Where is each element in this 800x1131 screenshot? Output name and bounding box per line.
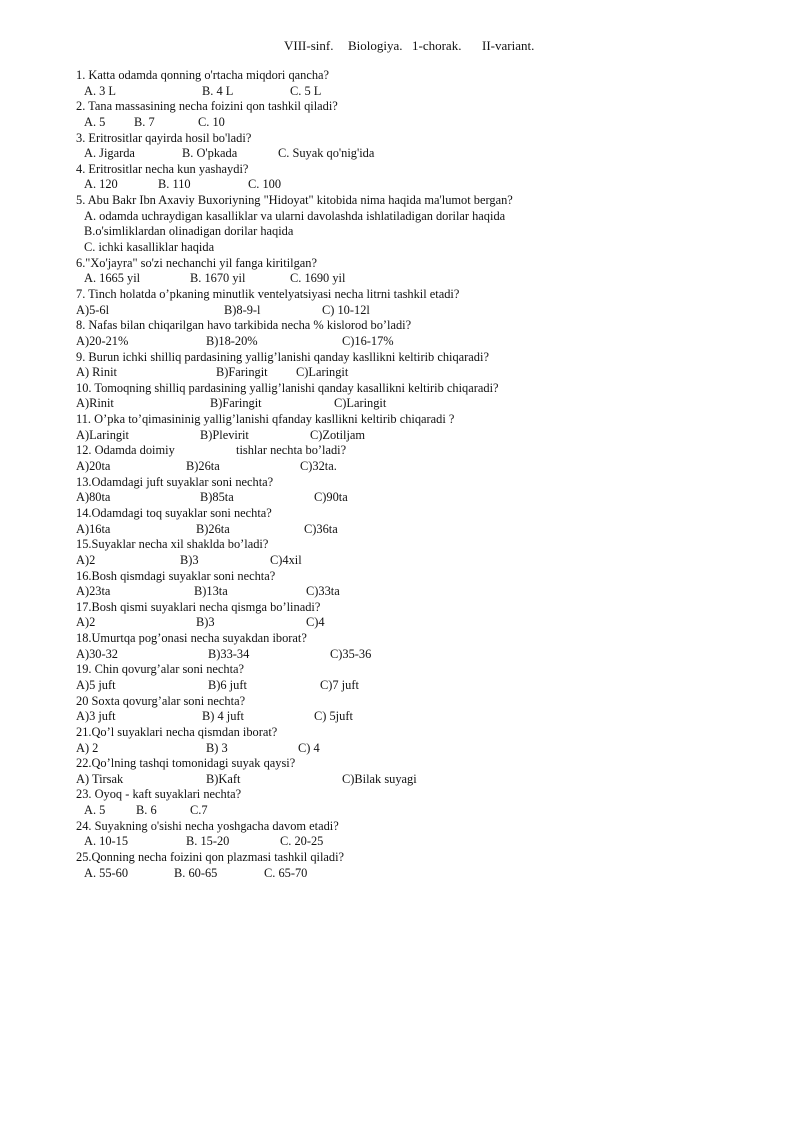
answer-option: C. 65-70: [264, 865, 308, 880]
answer-option: C) 10-12l: [322, 302, 370, 317]
answer-row: [76, 584, 776, 600]
answer-option: C)90ta: [314, 490, 348, 505]
question-label: 3. Eritrositlar qayirda hosil bo'ladi?: [76, 130, 252, 145]
answer-option: B)8-9-l: [224, 302, 261, 317]
question-label: 20 Soxta qovurg’alar soni nechta?: [76, 693, 246, 708]
answer-option: B)26ta: [186, 459, 220, 474]
question-text: [76, 381, 776, 397]
answer-row: [76, 553, 776, 569]
answer-row: [76, 240, 776, 256]
answer-option: C)33ta: [306, 584, 340, 599]
question-text: [76, 287, 776, 303]
answer-option: A) Rinit: [76, 365, 117, 380]
answer-option: A. 1665 yil: [84, 271, 141, 286]
answer-option: A)2: [76, 615, 96, 630]
answer-option: A. 55-60: [84, 865, 129, 880]
answer-option: A)16ta: [76, 521, 111, 536]
answer-option: C. 10: [198, 114, 225, 129]
answer-option: C. 1690 yil: [290, 271, 346, 286]
question-label: 17.Bosh qismi suyaklari necha qismga bo’linadi?: [76, 599, 321, 614]
answer-row: [76, 678, 776, 694]
answer-row: [76, 615, 776, 631]
question-label: 24. Suyakning o'sishi necha yoshgacha davom etadi?: [76, 818, 339, 833]
question-label: 5. Abu Bakr Ibn Axaviy Buxoriyning "Hidoyat" kitobida nima haqida ma'lumot bergan?: [76, 193, 513, 208]
answer-option: B)3: [196, 615, 215, 630]
answer-option: C)32ta.: [300, 459, 337, 474]
answer-option: C. 100: [248, 177, 282, 192]
answer-row: [76, 834, 776, 850]
question-list: [76, 68, 776, 881]
question-text: [76, 537, 776, 553]
answer-option: B. 6: [136, 803, 157, 818]
answer-option: B)3: [180, 552, 199, 567]
question-label: 12. Odamda doimiy: [76, 443, 175, 458]
answer-option: B)Faringit: [216, 365, 268, 380]
question-text: [76, 850, 776, 866]
answer-option: B) 3: [206, 740, 228, 755]
answer-option: B)18-20%: [206, 333, 258, 348]
question-text: [76, 99, 776, 115]
question-text: [76, 569, 776, 585]
answer-option: B. 15-20: [186, 834, 230, 849]
answer-option: A. 5: [84, 803, 106, 818]
question-text: [76, 756, 776, 772]
answer-row: [76, 709, 776, 725]
answer-option: C)Laringit: [296, 365, 349, 380]
answer-row: [76, 772, 776, 788]
question-text: [76, 256, 776, 272]
question-label: 15.Suyaklar necha xil shaklda bo’ladi?: [76, 537, 269, 552]
question-label: 10. Tomoqning shilliq pardasining yallig’lanishi qanday kasallikni keltirib chiqaradi?: [76, 380, 499, 395]
answer-option: B)33-34: [208, 646, 250, 661]
question-label: 19. Chin qovurg’alar soni nechta?: [76, 662, 245, 677]
answer-option: B)85ta: [200, 490, 234, 505]
answer-option: C. Suyak qo'nig'ida: [278, 146, 375, 161]
answer-option: A. 10-15: [84, 834, 129, 849]
answer-row: [76, 303, 776, 319]
answer-row: [76, 146, 776, 162]
answer-option: A)23ta: [76, 584, 111, 599]
answer-option: B. 7: [134, 114, 155, 129]
question-label-continued: tishlar nechta bo’ladi?: [236, 443, 347, 458]
answer-row: [76, 490, 776, 506]
answer-option: A. 5: [84, 114, 106, 129]
answer-option: A)20ta: [76, 459, 111, 474]
answer-row: [76, 209, 776, 225]
answer-option: C) 5juft: [314, 709, 353, 724]
question-label: 21.Qo’l suyaklari necha qismdan iborat?: [76, 724, 278, 739]
question-label: 14.Odamdagi toq suyaklar soni nechta?: [76, 505, 272, 520]
answer-option: A)5 juft: [76, 677, 116, 692]
answer-option: B)26ta: [196, 521, 230, 536]
answer-row: [76, 522, 776, 538]
answer-option: C. ichki kasalliklar haqida: [84, 240, 215, 255]
answer-row: [76, 365, 776, 381]
question-label: 11. O’pka to’qimasininig yallig’lanishi qfanday kasllikni keltirib chiqaradi ?: [76, 412, 455, 427]
answer-row: [76, 741, 776, 757]
answer-option: C)4: [306, 615, 325, 630]
answer-option: B)6 juft: [208, 677, 247, 692]
answer-option: B)Faringit: [210, 396, 262, 411]
question-text: [76, 600, 776, 616]
answer-option: B)13ta: [194, 584, 228, 599]
answer-option: B)Kaft: [206, 771, 241, 786]
question-text: [76, 350, 776, 366]
quarter-label: 1-chorak.: [412, 38, 462, 53]
answer-option: C)7 juft: [320, 677, 359, 692]
question-label: 8. Nafas bilan chiqarilgan havo tarkibida necha % kislorod bo’ladi?: [76, 318, 412, 333]
answer-option: B. 60-65: [174, 865, 218, 880]
answer-option: B. 110: [158, 177, 191, 192]
question-label: 7. Tinch holatda o’pkaning minutlik ventelyatsiyasi necha litrni tashkil etadi?: [76, 286, 460, 301]
answer-row: [76, 396, 776, 412]
answer-option: C)16-17%: [342, 333, 394, 348]
answer-option: C)36ta: [304, 521, 338, 536]
question-text: [76, 193, 776, 209]
answer-row: [76, 115, 776, 131]
answer-option: C)Bilak suyagi: [342, 771, 417, 786]
answer-option: C.7: [190, 803, 208, 818]
question-label: 23. Oyoq - kaft suyaklari nechta?: [76, 787, 242, 802]
answer-option: C. 20-25: [280, 834, 324, 849]
answer-option: A. odamda uchraydigan kasalliklar va ularni davolashda ishlatiladigan dorilar haqida: [84, 208, 506, 223]
answer-option: A)30-32: [76, 646, 118, 661]
answer-row: [76, 428, 776, 444]
answer-option: A)80ta: [76, 490, 111, 505]
answer-option: A) 2: [76, 740, 99, 755]
answer-row: [76, 271, 776, 287]
question-text: [76, 68, 776, 84]
question-label: 2. Tana massasining necha foizini qon tashkil qiladi?: [76, 99, 338, 114]
answer-option: A)2: [76, 552, 96, 567]
question-label: 1. Katta odamda qonning o'rtacha miqdori qancha?: [76, 68, 330, 82]
answer-row: [76, 866, 776, 882]
answer-row: [76, 803, 776, 819]
question-text: [76, 787, 776, 803]
answer-option: B.o'simliklardan olinadigan dorilar haqida: [84, 224, 294, 239]
answer-option: C)35-36: [330, 646, 372, 661]
question-text: [76, 131, 776, 147]
answer-row: [76, 459, 776, 475]
answer-row: [76, 84, 776, 100]
answer-option: C. 5 L: [290, 83, 322, 98]
answer-option: A. 120: [84, 177, 118, 192]
answer-row: [76, 334, 776, 350]
answer-row: [76, 647, 776, 663]
question-text: [76, 443, 776, 459]
answer-option: C)Zotiljam: [310, 427, 366, 442]
question-label: 22.Qo’lning tashqi tomonidagi suyak qaysi?: [76, 756, 296, 771]
question-text: [76, 819, 776, 835]
answer-option: A)20-21%: [76, 333, 129, 348]
question-label: 6."Xo'jayra" so'zi nechanchi yil fanga kiritilgan?: [76, 255, 317, 270]
question-label: 16.Bosh qismdagi suyaklar soni nechta?: [76, 568, 276, 583]
question-label: 4. Eritrositlar necha kun yashaydi?: [76, 161, 249, 176]
question-text: [76, 412, 776, 428]
variant-label: II-variant.: [482, 38, 535, 53]
subject-label: Biologiya.: [348, 38, 403, 53]
answer-option: B. O'pkada: [182, 146, 238, 161]
question-label: 25.Qonning necha foizini qon plazmasi tashkil qiladi?: [76, 850, 345, 865]
question-text: [76, 506, 776, 522]
question-text: [76, 318, 776, 334]
answer-option: A. 3 L: [84, 83, 117, 98]
answer-row: [76, 224, 776, 240]
question-text: [76, 662, 776, 678]
answer-option: A)5-6l: [76, 302, 110, 317]
answer-option: B) 4 juft: [202, 709, 244, 724]
answer-option: C)4xil: [270, 552, 302, 567]
question-label: 18.Umurtqa pog’onasi necha suyakdan iborat?: [76, 631, 307, 646]
question-text: [76, 631, 776, 647]
answer-option: C) 4: [298, 740, 320, 755]
question-label: 9. Burun ichki shilliq pardasining yallig’lanishi qanday kasllikni keltirib chiqaradi?: [76, 349, 489, 364]
answer-option: B. 4 L: [202, 83, 234, 98]
answer-option: A)3 juft: [76, 709, 116, 724]
question-text: [76, 725, 776, 741]
answer-option: B)Plevirit: [200, 427, 249, 442]
question-text: [76, 475, 776, 491]
question-label: 13.Odamdagi juft suyaklar soni nechta?: [76, 474, 274, 489]
answer-option: A. Jigarda: [84, 146, 135, 161]
answer-row: [76, 177, 776, 193]
answer-option: A)Rinit: [76, 396, 114, 411]
question-text: [76, 162, 776, 178]
answer-option: C)Laringit: [334, 396, 387, 411]
answer-option: A)Laringit: [76, 427, 129, 442]
grade-label: VIII-sinf.: [284, 38, 334, 53]
question-text: [76, 694, 776, 710]
answer-option: B. 1670 yil: [190, 271, 246, 286]
answer-option: A) Tirsak: [76, 771, 124, 786]
